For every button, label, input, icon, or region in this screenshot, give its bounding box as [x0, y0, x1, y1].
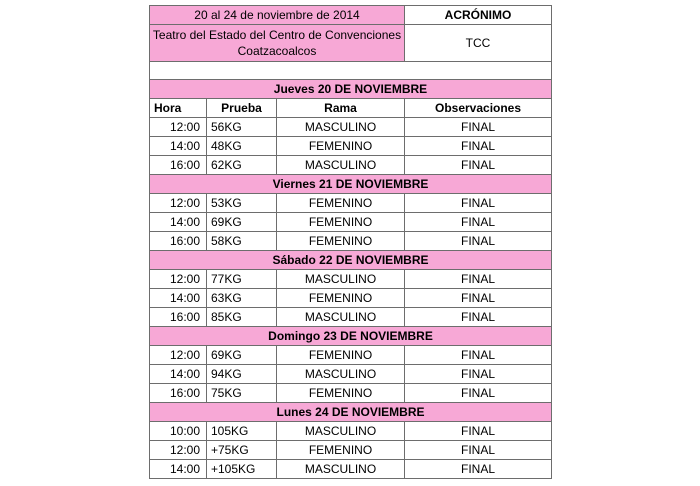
day-title: Domingo 23 DE NOVIEMBRE: [150, 327, 552, 346]
observaciones-cell: FINAL: [405, 137, 552, 156]
rama-cell: MASCULINO: [277, 156, 405, 175]
date-range-cell: 20 al 24 de noviembre de 2014: [150, 6, 405, 25]
schedule-body: [150, 6, 552, 479]
observaciones-cell: FINAL: [405, 365, 552, 384]
observaciones-cell: FINAL: [405, 213, 552, 232]
observaciones-cell: FINAL: [405, 194, 552, 213]
table-row: [150, 422, 552, 441]
prueba-cell: 53KG: [207, 194, 277, 213]
observaciones-cell: FINAL: [405, 156, 552, 175]
spacer-row: [150, 62, 552, 80]
column-header-observaciones: Observaciones: [405, 99, 552, 118]
prueba-cell: 94KG: [207, 365, 277, 384]
acronym-cell: TCC: [405, 25, 552, 62]
prueba-cell: 56KG: [207, 118, 277, 137]
prueba-cell: 105KG: [207, 422, 277, 441]
prueba-cell: 69KG: [207, 346, 277, 365]
hora-cell: 14:00: [150, 460, 207, 479]
day-header-row: [150, 175, 552, 194]
observaciones-cell: FINAL: [405, 232, 552, 251]
table-row: [150, 460, 552, 479]
hora-cell: 12:00: [150, 270, 207, 289]
hora-cell: 16:00: [150, 156, 207, 175]
day-header-row: [150, 80, 552, 99]
day-title: Lunes 24 DE NOVIEMBRE: [150, 403, 552, 422]
observaciones-cell: FINAL: [405, 308, 552, 327]
column-header-rama: Rama: [277, 99, 405, 118]
hora-cell: 12:00: [150, 118, 207, 137]
hora-cell: 14:00: [150, 213, 207, 232]
day-title: Viernes 21 DE NOVIEMBRE: [150, 175, 552, 194]
table-row: [150, 194, 552, 213]
table-row: [150, 441, 552, 460]
observaciones-cell: FINAL: [405, 346, 552, 365]
observaciones-cell: FINAL: [405, 441, 552, 460]
observaciones-cell: FINAL: [405, 460, 552, 479]
prueba-cell: 48KG: [207, 137, 277, 156]
day-header-row: [150, 251, 552, 270]
rama-cell: MASCULINO: [277, 308, 405, 327]
hora-cell: 12:00: [150, 346, 207, 365]
table-row: [150, 289, 552, 308]
table-row: [150, 137, 552, 156]
table-row: [150, 365, 552, 384]
column-header-prueba: Prueba: [207, 99, 277, 118]
prueba-cell: 77KG: [207, 270, 277, 289]
rama-cell: MASCULINO: [277, 270, 405, 289]
rama-cell: FEMENINO: [277, 346, 405, 365]
hora-cell: 14:00: [150, 289, 207, 308]
day-header-row: [150, 327, 552, 346]
prueba-cell: 62KG: [207, 156, 277, 175]
observaciones-cell: FINAL: [405, 118, 552, 137]
hora-cell: 14:00: [150, 365, 207, 384]
rama-cell: MASCULINO: [277, 365, 405, 384]
acronym-label-cell: ACRÓNIMO: [405, 6, 552, 25]
rama-cell: FEMENINO: [277, 289, 405, 308]
schedule-table: [149, 5, 552, 479]
observaciones-cell: FINAL: [405, 289, 552, 308]
prueba-cell: 85KG: [207, 308, 277, 327]
hora-cell: 12:00: [150, 194, 207, 213]
rama-cell: MASCULINO: [277, 460, 405, 479]
column-header-row: [150, 99, 552, 118]
rama-cell: FEMENINO: [277, 137, 405, 156]
prueba-cell: 75KG: [207, 384, 277, 403]
rama-cell: FEMENINO: [277, 194, 405, 213]
prueba-cell: +75KG: [207, 441, 277, 460]
observaciones-cell: FINAL: [405, 422, 552, 441]
rama-cell: FEMENINO: [277, 232, 405, 251]
hora-cell: 16:00: [150, 384, 207, 403]
observaciones-cell: FINAL: [405, 270, 552, 289]
prueba-cell: 69KG: [207, 213, 277, 232]
prueba-cell: +105KG: [207, 460, 277, 479]
day-title: Jueves 20 DE NOVIEMBRE: [150, 80, 552, 99]
observaciones-cell: FINAL: [405, 384, 552, 403]
table-row: [150, 118, 552, 137]
rama-cell: FEMENINO: [277, 441, 405, 460]
rama-cell: FEMENINO: [277, 213, 405, 232]
hora-cell: 12:00: [150, 441, 207, 460]
rama-cell: MASCULINO: [277, 118, 405, 137]
table-row: [150, 346, 552, 365]
day-header-row: [150, 403, 552, 422]
table-row: [150, 232, 552, 251]
hora-cell: 10:00: [150, 422, 207, 441]
table-row: [150, 308, 552, 327]
venue-row: [150, 25, 552, 62]
spacer-cell: [150, 62, 552, 80]
hora-cell: 14:00: [150, 137, 207, 156]
column-header-hora: Hora: [150, 99, 207, 118]
rama-cell: FEMENINO: [277, 384, 405, 403]
table-row: [150, 213, 552, 232]
prueba-cell: 63KG: [207, 289, 277, 308]
prueba-cell: 58KG: [207, 232, 277, 251]
day-title: Sábado 22 DE NOVIEMBRE: [150, 251, 552, 270]
hora-cell: 16:00: [150, 308, 207, 327]
table-row: [150, 156, 552, 175]
table-row: [150, 384, 552, 403]
date-range-row: [150, 6, 552, 25]
table-row: [150, 270, 552, 289]
rama-cell: MASCULINO: [277, 422, 405, 441]
hora-cell: 16:00: [150, 232, 207, 251]
venue-cell: Teatro del Estado del Centro de Convenciones Coatzacoalcos: [150, 25, 405, 62]
